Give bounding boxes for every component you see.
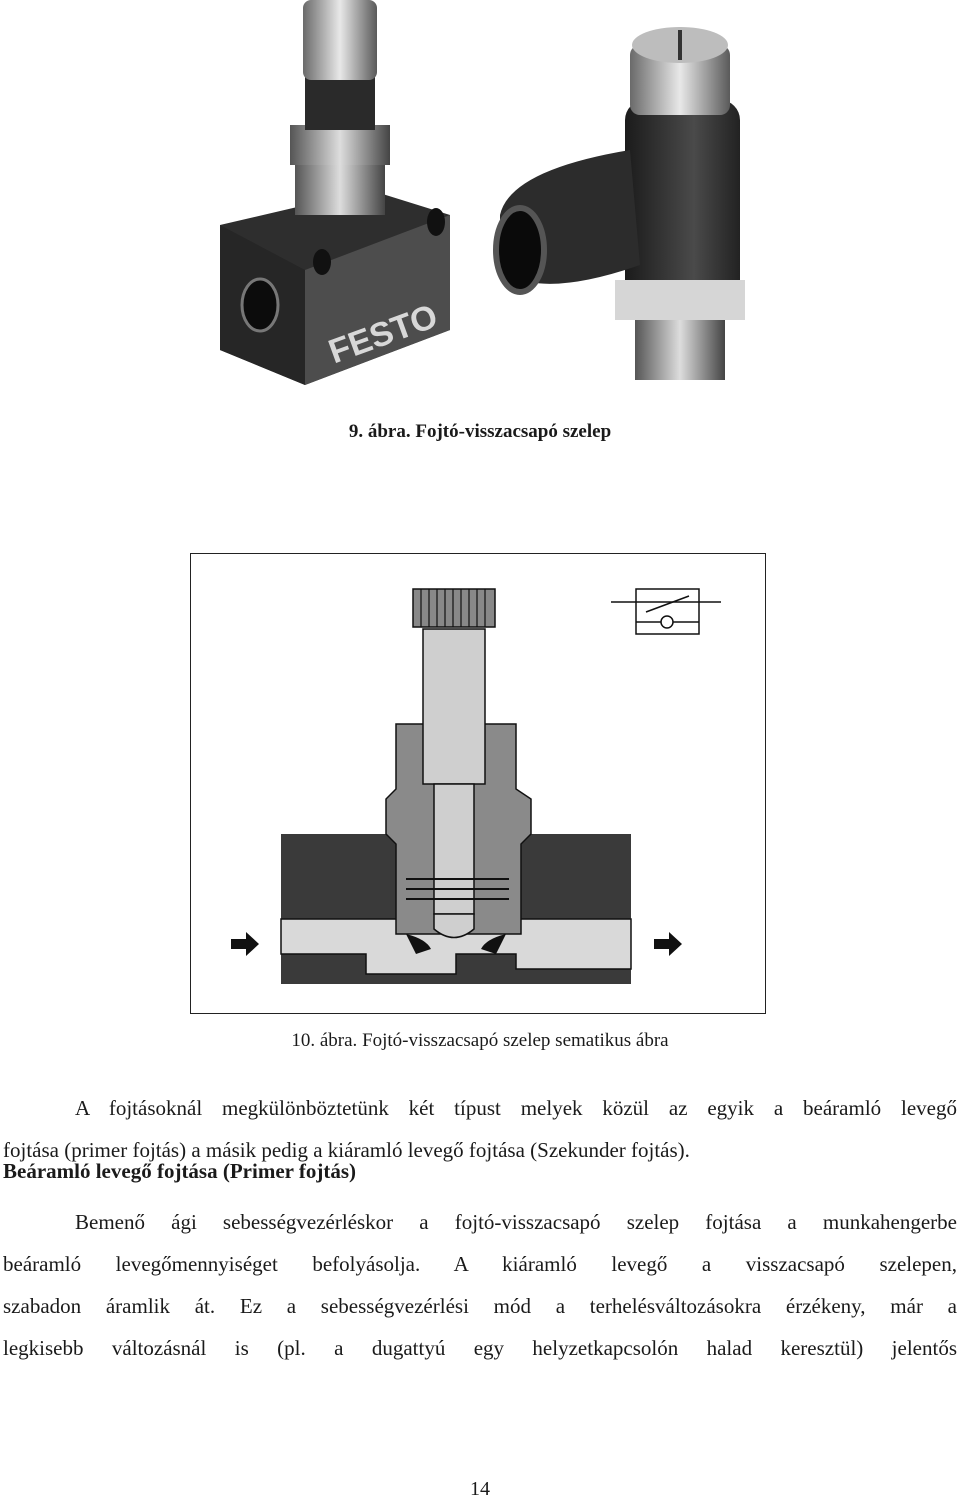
paragraph-2-line-3: szabadon áramlik át. Ez a sebességvezérlési mód a terhelésváltozásokra érzékeny, már a: [3, 1294, 957, 1318]
flow-control-symbol-icon: [611, 589, 721, 634]
paragraph-1-line-1: A fojtásoknál megkülönböztetünk két típust melyek közül az egyik a beáramló levegő: [75, 1096, 957, 1120]
paragraph-2: [3, 1201, 957, 1369]
inflow-arrow-icon: [231, 932, 259, 956]
figure-10-number: 10. ábra.: [291, 1030, 358, 1051]
paragraph-1-line-2: fojtása (primer fojtás) a másik pedig a kiáramló levegő fojtása (Szekunder fojtás).: [3, 1138, 690, 1162]
valve-stem: [423, 629, 485, 784]
elbow-valve: [496, 27, 745, 380]
section-heading: Beáramló levegő fojtása (Primer fojtás): [3, 1159, 356, 1183]
inline-valve: [220, 0, 450, 385]
outflow-arrow-icon: [654, 932, 682, 956]
figure-9-caption: 9. ábra. Fojtó-visszacsapó szelep: [348, 421, 612, 442]
paragraph-2-line-2: beáramló levegőmennyiséget befolyásolja. A kiáramló levegő a visszacsapó szelepen,: [3, 1252, 957, 1276]
figure-10-caption: [0, 1030, 960, 1052]
schematic-figure: [190, 553, 766, 1014]
valve-schematic: [191, 554, 764, 1012]
page-number: 14: [470, 1478, 490, 1500]
paragraph-2-line-1: Bemenő ági sebességvezérléskor a fojtó-visszacsapó szelep fojtása a munkahengerbe: [75, 1210, 957, 1234]
adjustment-knob: [413, 589, 495, 627]
valve-photo: [210, 0, 750, 390]
paragraph-2-line-4: legkisebb változásnál is (pl. a dugattyú egy helyzetkapcsolón halad keresztül) jelentős: [3, 1336, 957, 1360]
figure-10-title: Fojtó-visszacsapó szelep sematikus ábra: [357, 1030, 669, 1051]
brand-mark: FESTO: [323, 297, 443, 372]
